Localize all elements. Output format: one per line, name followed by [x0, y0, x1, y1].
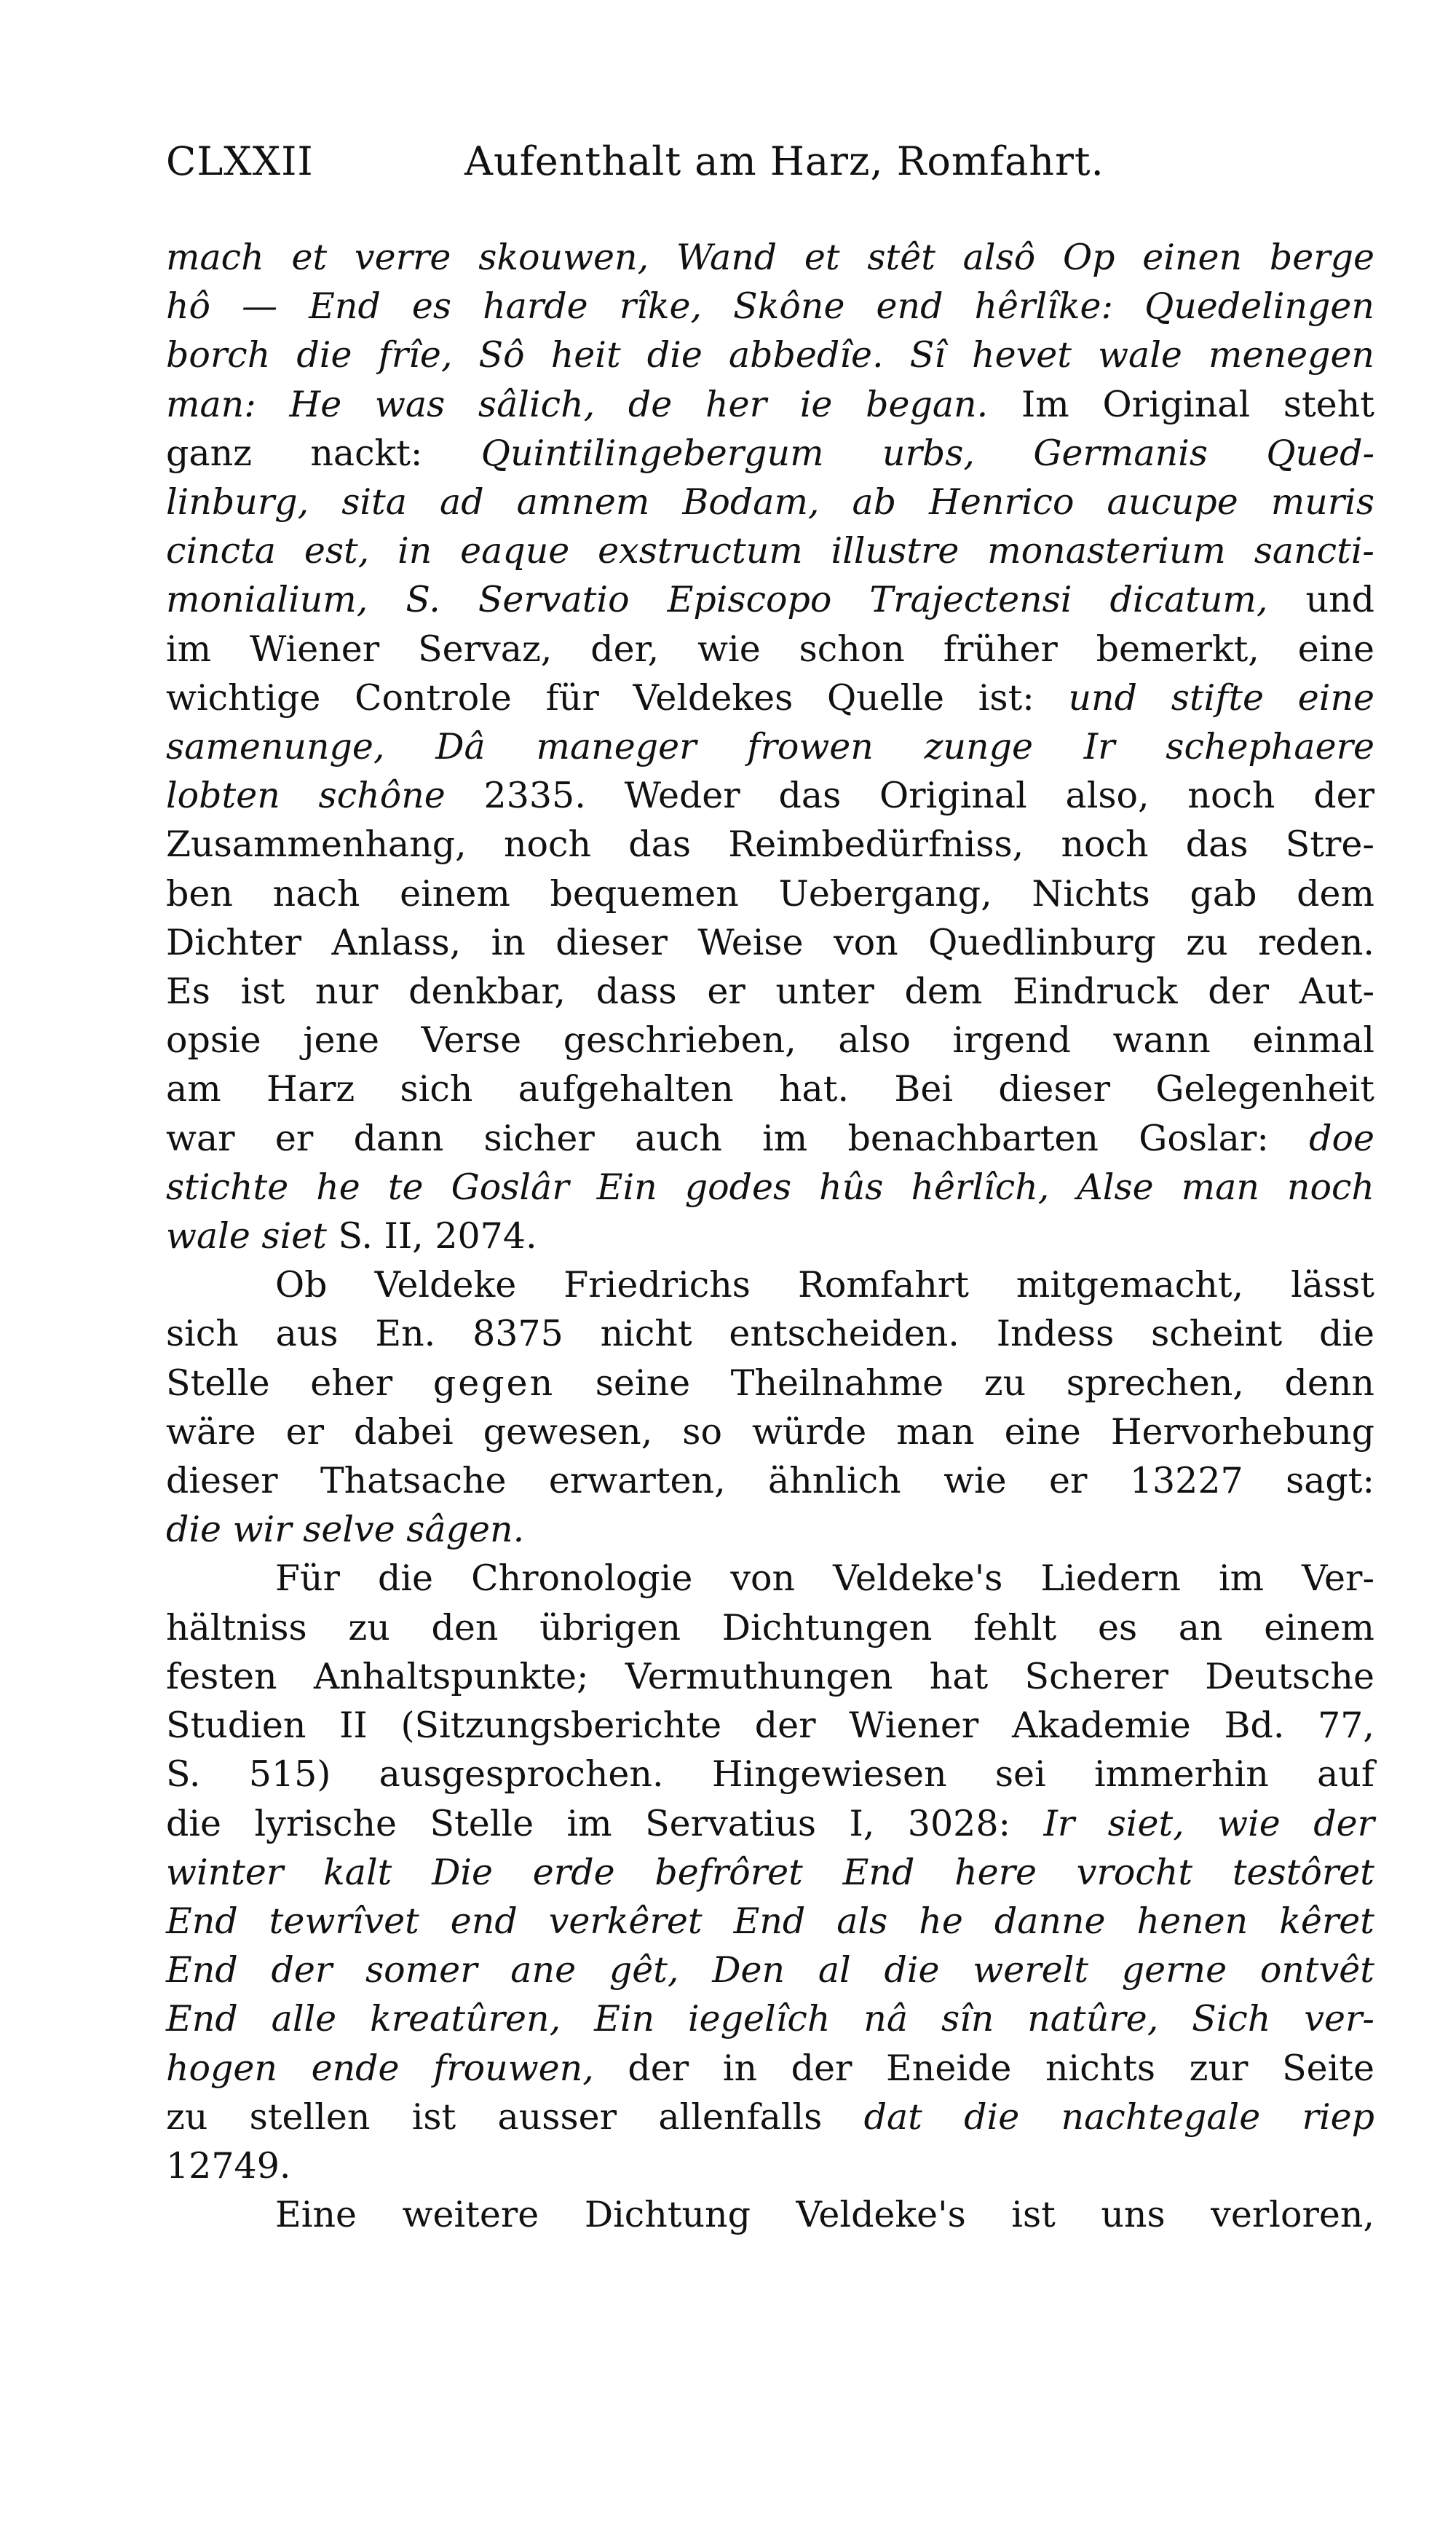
text-line [166, 478, 1374, 526]
italic-quote: mach et verre skouwen, Wand et stêt alsô Op einen berge [166, 237, 1374, 278]
text-line [166, 575, 1374, 624]
text-line [166, 2141, 1374, 2190]
italic-quote: monialium, S. Servatio Episcopo Trajectensi dicatum, [166, 579, 1268, 621]
italic-quote: End tewrîvet end verkêret End als he danne henen kêret [166, 1900, 1374, 1942]
text-line [166, 674, 1374, 722]
text-line [166, 1750, 1374, 1798]
text-segment: Ob Veldeke Friedrichs Romfahrt mitgemacht, lässt [275, 1264, 1374, 1306]
text-segment: Im Original steht [988, 383, 1374, 425]
text-line [166, 1897, 1374, 1946]
text-line [166, 869, 1374, 918]
italic-quote: Ir siet, wie der [1043, 1802, 1374, 1844]
italic-quote: lobten schône [166, 775, 446, 817]
text-line [166, 1163, 1374, 1212]
text-line [166, 1848, 1374, 1897]
italic-quote: wale siet [166, 1215, 327, 1257]
text-line [166, 967, 1374, 1016]
text-segment: S. 515) ausgesprochen. Hingewiesen sei immerhin auf [166, 1753, 1374, 1796]
text-segment: festen Anhaltspunkte; Vermuthungen hat Scherer Deutsche [166, 1655, 1374, 1697]
text-segment: Eine weitere Dichtung Veldeke's ist uns verloren, [275, 2194, 1374, 2236]
text-line [166, 820, 1374, 869]
italic-quote: doe [1309, 1117, 1374, 1159]
italic-quote: man: He was sâlich, de her ie began. [166, 383, 989, 425]
text-segment: hältniss zu den übrigen Dichtungen fehlt es an einem [166, 1606, 1374, 1648]
text-line [166, 722, 1374, 771]
text-segment: S. II, 2074. [326, 1215, 537, 1257]
text-segment: wichtige Controle für Veldekes Quelle ist: [166, 676, 1069, 719]
italic-quote: cincta est, in eaque exstructum illustre monasterium sancti- [166, 530, 1374, 572]
text-line [166, 1016, 1374, 1065]
text-segment: 2335. Weder das Original also, noch der [445, 775, 1374, 817]
text-line [166, 1799, 1374, 1848]
text-segment: Für die Chronologie von Veldeke's Liedern im Ver- [275, 1557, 1374, 1600]
text-segment: Stelle eher [166, 1362, 433, 1404]
book-page [166, 138, 1374, 2239]
italic-quote: borch die frîe, Sô heit die abbedîe. Sî hevet wale menegen [166, 334, 1374, 376]
text-segment: Dichter Anlass, in dieser Weise von Quedlinburg zu reden. [166, 921, 1374, 963]
text-line [166, 1260, 1374, 1309]
text-segment: dieser Thatsache erwarten, ähnlich wie er 13227 sagt: [166, 1460, 1374, 1502]
italic-quote: End der somer ane gêt, Den al die werelt gerne ontvêt [166, 1949, 1374, 1991]
text-line [166, 771, 1374, 820]
text-line [166, 380, 1374, 429]
italic-quote: winter kalt Die erde befrôret End here vrocht testôret [166, 1851, 1374, 1893]
text-line [166, 1946, 1374, 1994]
page-number: CLXXII [166, 138, 314, 184]
text-line [166, 233, 1374, 282]
italic-quote: linburg, sita ad amnem Bodam, ab Henrico aucupe muris [166, 481, 1374, 524]
text-line [166, 331, 1374, 379]
text-segment: ben nach einem bequemen Uebergang, Nichts gab dem [166, 872, 1374, 915]
body-text [166, 233, 1374, 2239]
text-segment: am Harz sich aufgehalten hat. Bei dieser Gelegenheit [166, 1068, 1374, 1110]
text-line [166, 1701, 1374, 1750]
italic-quote: samenunge, Dâ maneger frowen zunge Ir schephaere [166, 726, 1374, 768]
text-segment: wäre er dabei gewesen, so würde man eine Hervorhebung [166, 1410, 1374, 1453]
text-line [166, 1114, 1374, 1163]
text-line [166, 2093, 1374, 2141]
text-line [166, 282, 1374, 331]
text-line [166, 1407, 1374, 1456]
text-segment: Zusammenhang, noch das Reimbedürfniss, noch das Stre- [166, 824, 1374, 866]
text-segment: Studien II (Sitzungsberichte der Wiener Akademie Bd. 77, [166, 1705, 1374, 1747]
text-line [166, 1603, 1374, 1652]
text-line [166, 526, 1374, 575]
text-segment: ganz nackt: [166, 432, 481, 474]
text-line [166, 2190, 1374, 2239]
text-segment: 12749. [166, 2144, 291, 2187]
text-segment: sich aus En. 8375 nicht entscheiden. Indess scheint die [166, 1313, 1374, 1355]
italic-quote: hô — End es harde rîke, Skône end hêrlîke: Quedelingen [166, 285, 1374, 328]
text-line [166, 1212, 1374, 1260]
running-title: Aufenthalt am Harz, Romfahrt. [464, 138, 1104, 184]
text-segment: opsie jene Verse geschrieben, also irgend wann einmal [166, 1019, 1374, 1062]
text-segment: Es ist nur denkbar, dass er unter dem Eindruck der Aut- [166, 971, 1374, 1013]
text-segment: zu stellen ist ausser allenfalls [166, 2096, 864, 2138]
text-line [166, 1994, 1374, 2043]
text-line [166, 2044, 1374, 2093]
text-line [166, 1456, 1374, 1505]
italic-quote: End alle kreatûren, Ein iegelîch nâ sîn natûre, Sich ver- [166, 1998, 1374, 2040]
text-line [166, 1652, 1374, 1701]
text-line [166, 429, 1374, 478]
text-line [166, 625, 1374, 674]
italic-quote: und stifte eine [1068, 676, 1374, 719]
text-line [166, 1554, 1374, 1603]
italic-quote: hogen ende frouwen, [166, 2047, 594, 2089]
text-segment: der in der Eneide nichts zur Seite [593, 2047, 1374, 2089]
text-line [166, 1505, 1374, 1554]
italic-quote: Quintilingebergum urbs, Germanis Qued- [480, 432, 1374, 474]
text-line [166, 918, 1374, 967]
text-segment: im Wiener Servaz, der, wie schon früher bemerkt, eine [166, 628, 1374, 670]
text-segment: gegen [432, 1362, 555, 1404]
text-segment: und [1267, 579, 1374, 621]
page-header [166, 138, 1374, 197]
text-line [166, 1309, 1374, 1358]
text-line [166, 1359, 1374, 1407]
text-segment: die lyrische Stelle im Servatius I, 3028: [166, 1802, 1044, 1844]
text-segment: seine Theilnahme zu sprechen, denn [555, 1362, 1374, 1404]
italic-quote: dat die nachtegale riep [863, 2096, 1374, 2138]
text-segment: war er dann sicher auch im benachbarten Goslar: [166, 1117, 1310, 1159]
italic-quote: die wir selve sâgen. [166, 1509, 525, 1551]
italic-quote: stichte he te Goslâr Ein godes hûs hêrlîch, Alse man noch [166, 1166, 1374, 1208]
text-line [166, 1065, 1374, 1113]
